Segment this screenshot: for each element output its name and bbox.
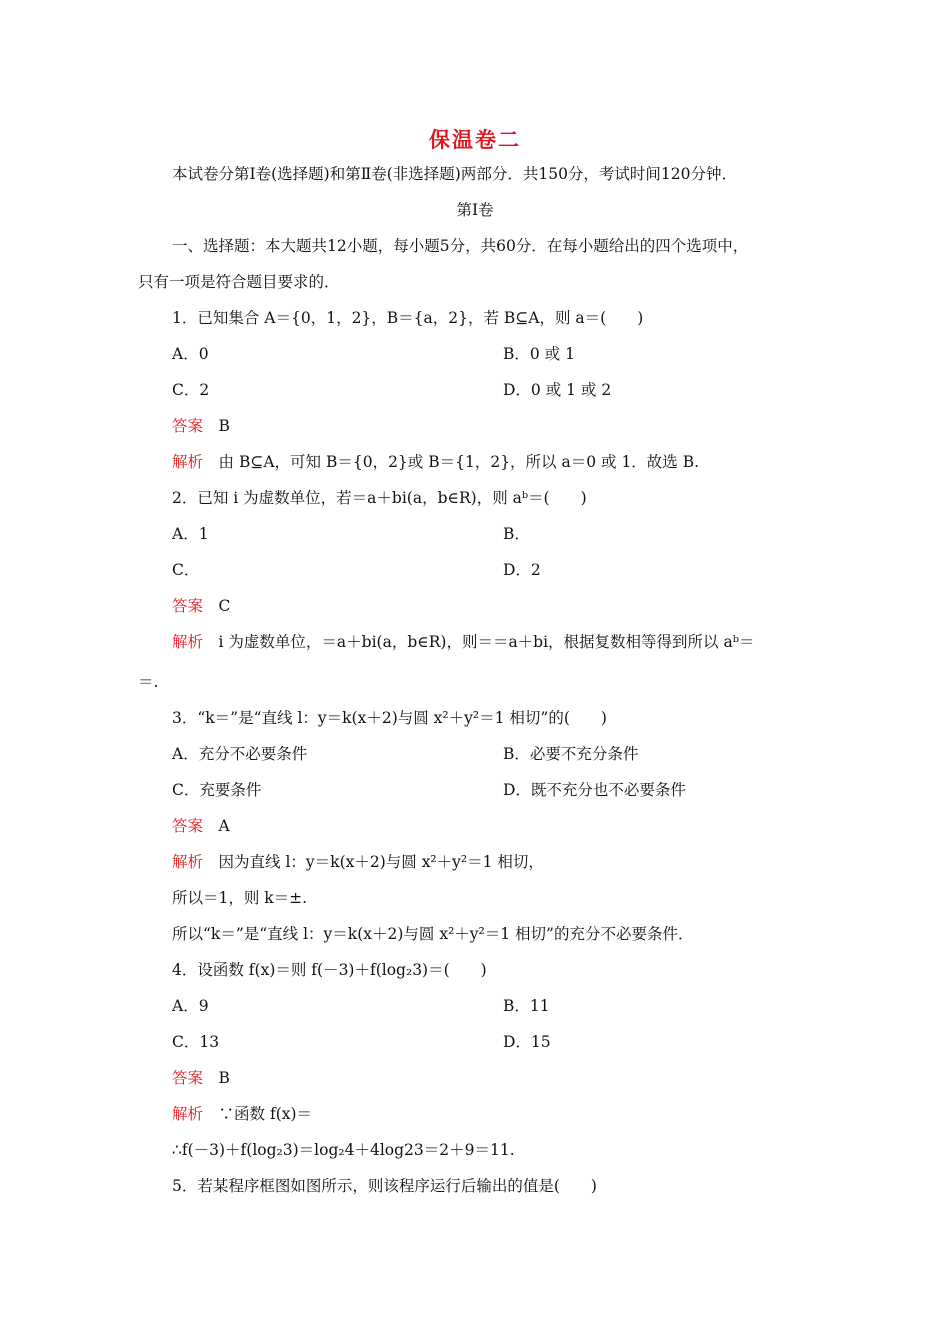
q3-answer-row xyxy=(172,815,230,837)
q4-analysis-row xyxy=(172,1103,312,1125)
answer-label: 答案 xyxy=(172,817,204,835)
q2-option-b: B． xyxy=(503,525,530,543)
q3-option-a: A．充分不必要条件 xyxy=(172,745,308,763)
q4-answer-row xyxy=(172,1067,230,1089)
q4-option-a: A．9 xyxy=(172,997,209,1015)
q2-stem: 2．已知 i 为虚数单位，若＝a＋bi(a，b∈R)，则 aᵇ＝( ) xyxy=(172,489,587,507)
q2-option-c: C． xyxy=(172,561,200,579)
analysis-label: 解析 xyxy=(172,453,204,471)
q3-stem: 3．“k＝”是“直线 l：y＝k(x＋2)与圆 x²＋y²＝1 相切”的( ) xyxy=(172,709,607,727)
analysis-label: 解析 xyxy=(172,633,204,651)
analysis-label: 解析 xyxy=(172,1105,204,1123)
q2-analysis-1: i 为虚数单位，＝a＋bi(a，b∈R)，则＝＝a＋bi，根据复数相等得到所以 aᵇ＝ xyxy=(218,633,755,651)
page-title: 保温卷二 xyxy=(429,127,521,152)
q1-analysis-row xyxy=(172,451,699,473)
q1-option-d: D．0 或 1 或 2 xyxy=(503,381,612,399)
answer-label: 答案 xyxy=(172,597,204,615)
q5-stem: 5．若某程序框图如图所示，则该程序运行后输出的值是( ) xyxy=(172,1177,597,1195)
analysis-label: 解析 xyxy=(172,853,204,871)
q4-option-d: D．15 xyxy=(503,1033,551,1051)
q2-option-d: D．2 xyxy=(503,561,541,579)
q1-option-b: B．0 或 1 xyxy=(503,345,575,363)
section-instructions-2: 只有一项是符合题目要求的． xyxy=(138,273,340,291)
intro-text: 本试卷分第Ⅰ卷(选择题)和第Ⅱ卷(非选择题)两部分．共150分，考试时间120分钟． xyxy=(172,165,738,183)
q4-option-c: C．13 xyxy=(172,1033,220,1051)
q4-option-b: B．11 xyxy=(503,997,550,1015)
q3-option-c: C．充要条件 xyxy=(172,781,262,799)
q1-stem: 1．已知集合 A＝{0，1，2}，B＝{a，2}，若 B⊆A，则 a＝( ) xyxy=(172,309,644,327)
q2-answer: C xyxy=(218,597,231,615)
q3-analysis-1: 因为直线 l：y＝k(x＋2)与圆 x²＋y²＝1 相切， xyxy=(218,853,544,871)
answer-label: 答案 xyxy=(172,1069,204,1087)
q4-analysis-2: ∴f(－3)＋f(log₂3)＝log₂4＋4log23＝2＋9＝11. xyxy=(172,1141,515,1159)
q2-option-a: A．1 xyxy=(172,525,209,543)
q1-answer: B xyxy=(218,417,230,435)
q1-answer-row xyxy=(172,415,230,437)
part-heading: 第Ⅰ卷 xyxy=(456,201,494,219)
q2-analysis-row xyxy=(172,631,754,653)
q3-option-d: D．既不充分也不必要条件 xyxy=(503,781,686,799)
q3-analysis-3: 所以“k＝”是“直线 l：y＝k(x＋2)与圆 x²＋y²＝1 相切”的充分不必要条件． xyxy=(172,925,694,943)
q3-analysis-row xyxy=(172,851,544,873)
q2-analysis-2: ＝. xyxy=(138,673,159,691)
q1-analysis: 由 B⊆A，可知 B＝{0，2}或 B＝{1，2}，所以 a＝0 或 1．故选 B. xyxy=(218,453,700,471)
q3-option-b: B．必要不充分条件 xyxy=(503,745,639,763)
q1-option-a: A．0 xyxy=(172,345,209,363)
q3-analysis-2: 所以＝1，则 k＝±. xyxy=(172,889,308,907)
q3-answer: A xyxy=(218,817,230,835)
q4-stem: 4．设函数 f(x)＝则 f(－3)＋f(log₂3)＝( ) xyxy=(172,961,487,979)
q2-answer-row xyxy=(172,595,230,617)
q1-option-c: C．2 xyxy=(172,381,210,399)
q4-answer: B xyxy=(218,1069,230,1087)
answer-label: 答案 xyxy=(172,417,204,435)
q4-analysis-1: ∵函数 f(x)＝ xyxy=(218,1105,313,1123)
section-instructions-1: 一、选择题：本大题共12小题，每小题5分，共60分．在每小题给出的四个选项中， xyxy=(172,237,749,255)
